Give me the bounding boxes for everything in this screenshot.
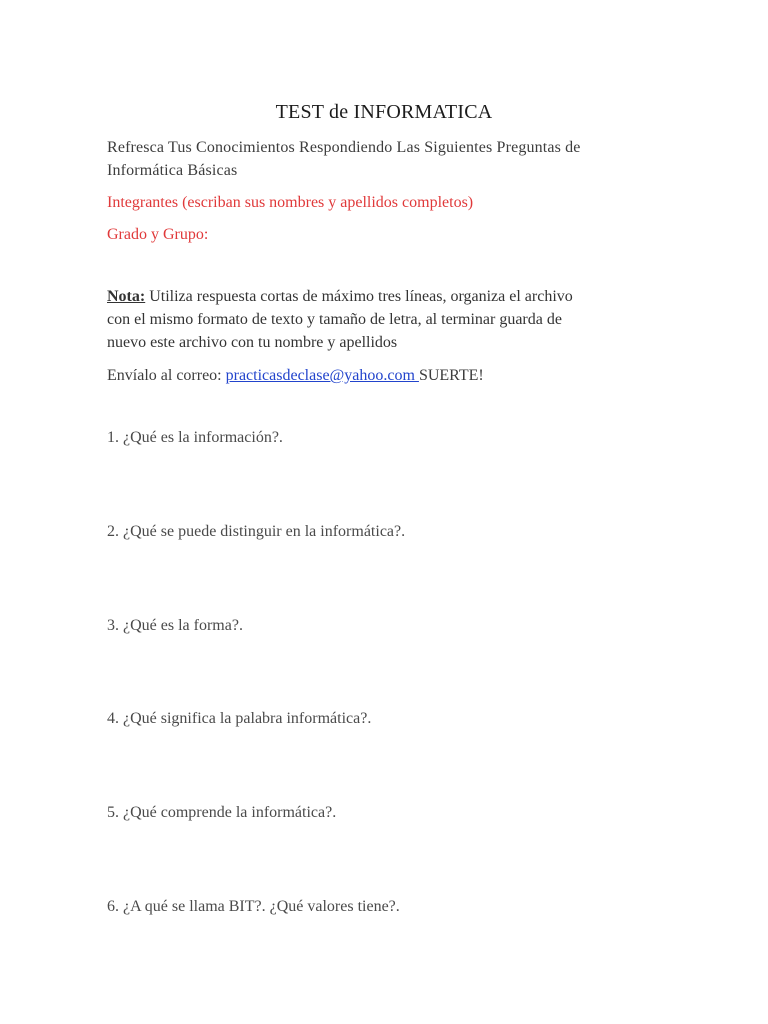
correo-prefix: Envíalo al correo: bbox=[107, 367, 226, 384]
nota-line-2: con el mismo formato de texto y tamaño de letra, al terminar guarda de bbox=[107, 311, 562, 328]
nota-paragraph bbox=[107, 285, 667, 354]
intro-paragraph bbox=[107, 136, 667, 182]
intro-line-2: Informática Básicas bbox=[107, 162, 238, 179]
nota-text-1: Utiliza respuesta cortas de máximo tres líneas, organiza el archivo bbox=[145, 288, 573, 305]
document-title: TEST de INFORMATICA bbox=[275, 101, 493, 123]
nota-line-3: nuevo este archivo con tu nombre y apellidos bbox=[107, 334, 398, 351]
question-2: 2. ¿Qué se puede distinguir en la informática?. bbox=[107, 523, 406, 540]
integrantes-line: Integrantes (escriban sus nombres y apellidos completos) bbox=[107, 194, 474, 211]
question-5: 5. ¿Qué comprende la informática?. bbox=[107, 804, 337, 821]
nota-line-1 bbox=[107, 285, 667, 308]
email-link[interactable]: practicasdeclase@yahoo.com bbox=[225, 367, 419, 384]
correo-suffix: SUERTE! bbox=[418, 367, 484, 384]
question-6: 6. ¿A qué se llama BIT?. ¿Qué valores tiene?. bbox=[107, 898, 400, 915]
intro-line-1: Refresca Tus Conocimientos Respondiendo Las Siguientes Preguntas de bbox=[107, 139, 581, 156]
question-3: 3. ¿Qué es la forma?. bbox=[107, 617, 243, 634]
grado-grupo-line: Grado y Grupo: bbox=[107, 226, 209, 243]
correo-line bbox=[107, 364, 667, 387]
question-1: 1. ¿Qué es la información?. bbox=[107, 429, 283, 446]
nota-label: Nota: bbox=[107, 288, 146, 305]
question-4: 4. ¿Qué significa la palabra informática?. bbox=[107, 710, 372, 727]
